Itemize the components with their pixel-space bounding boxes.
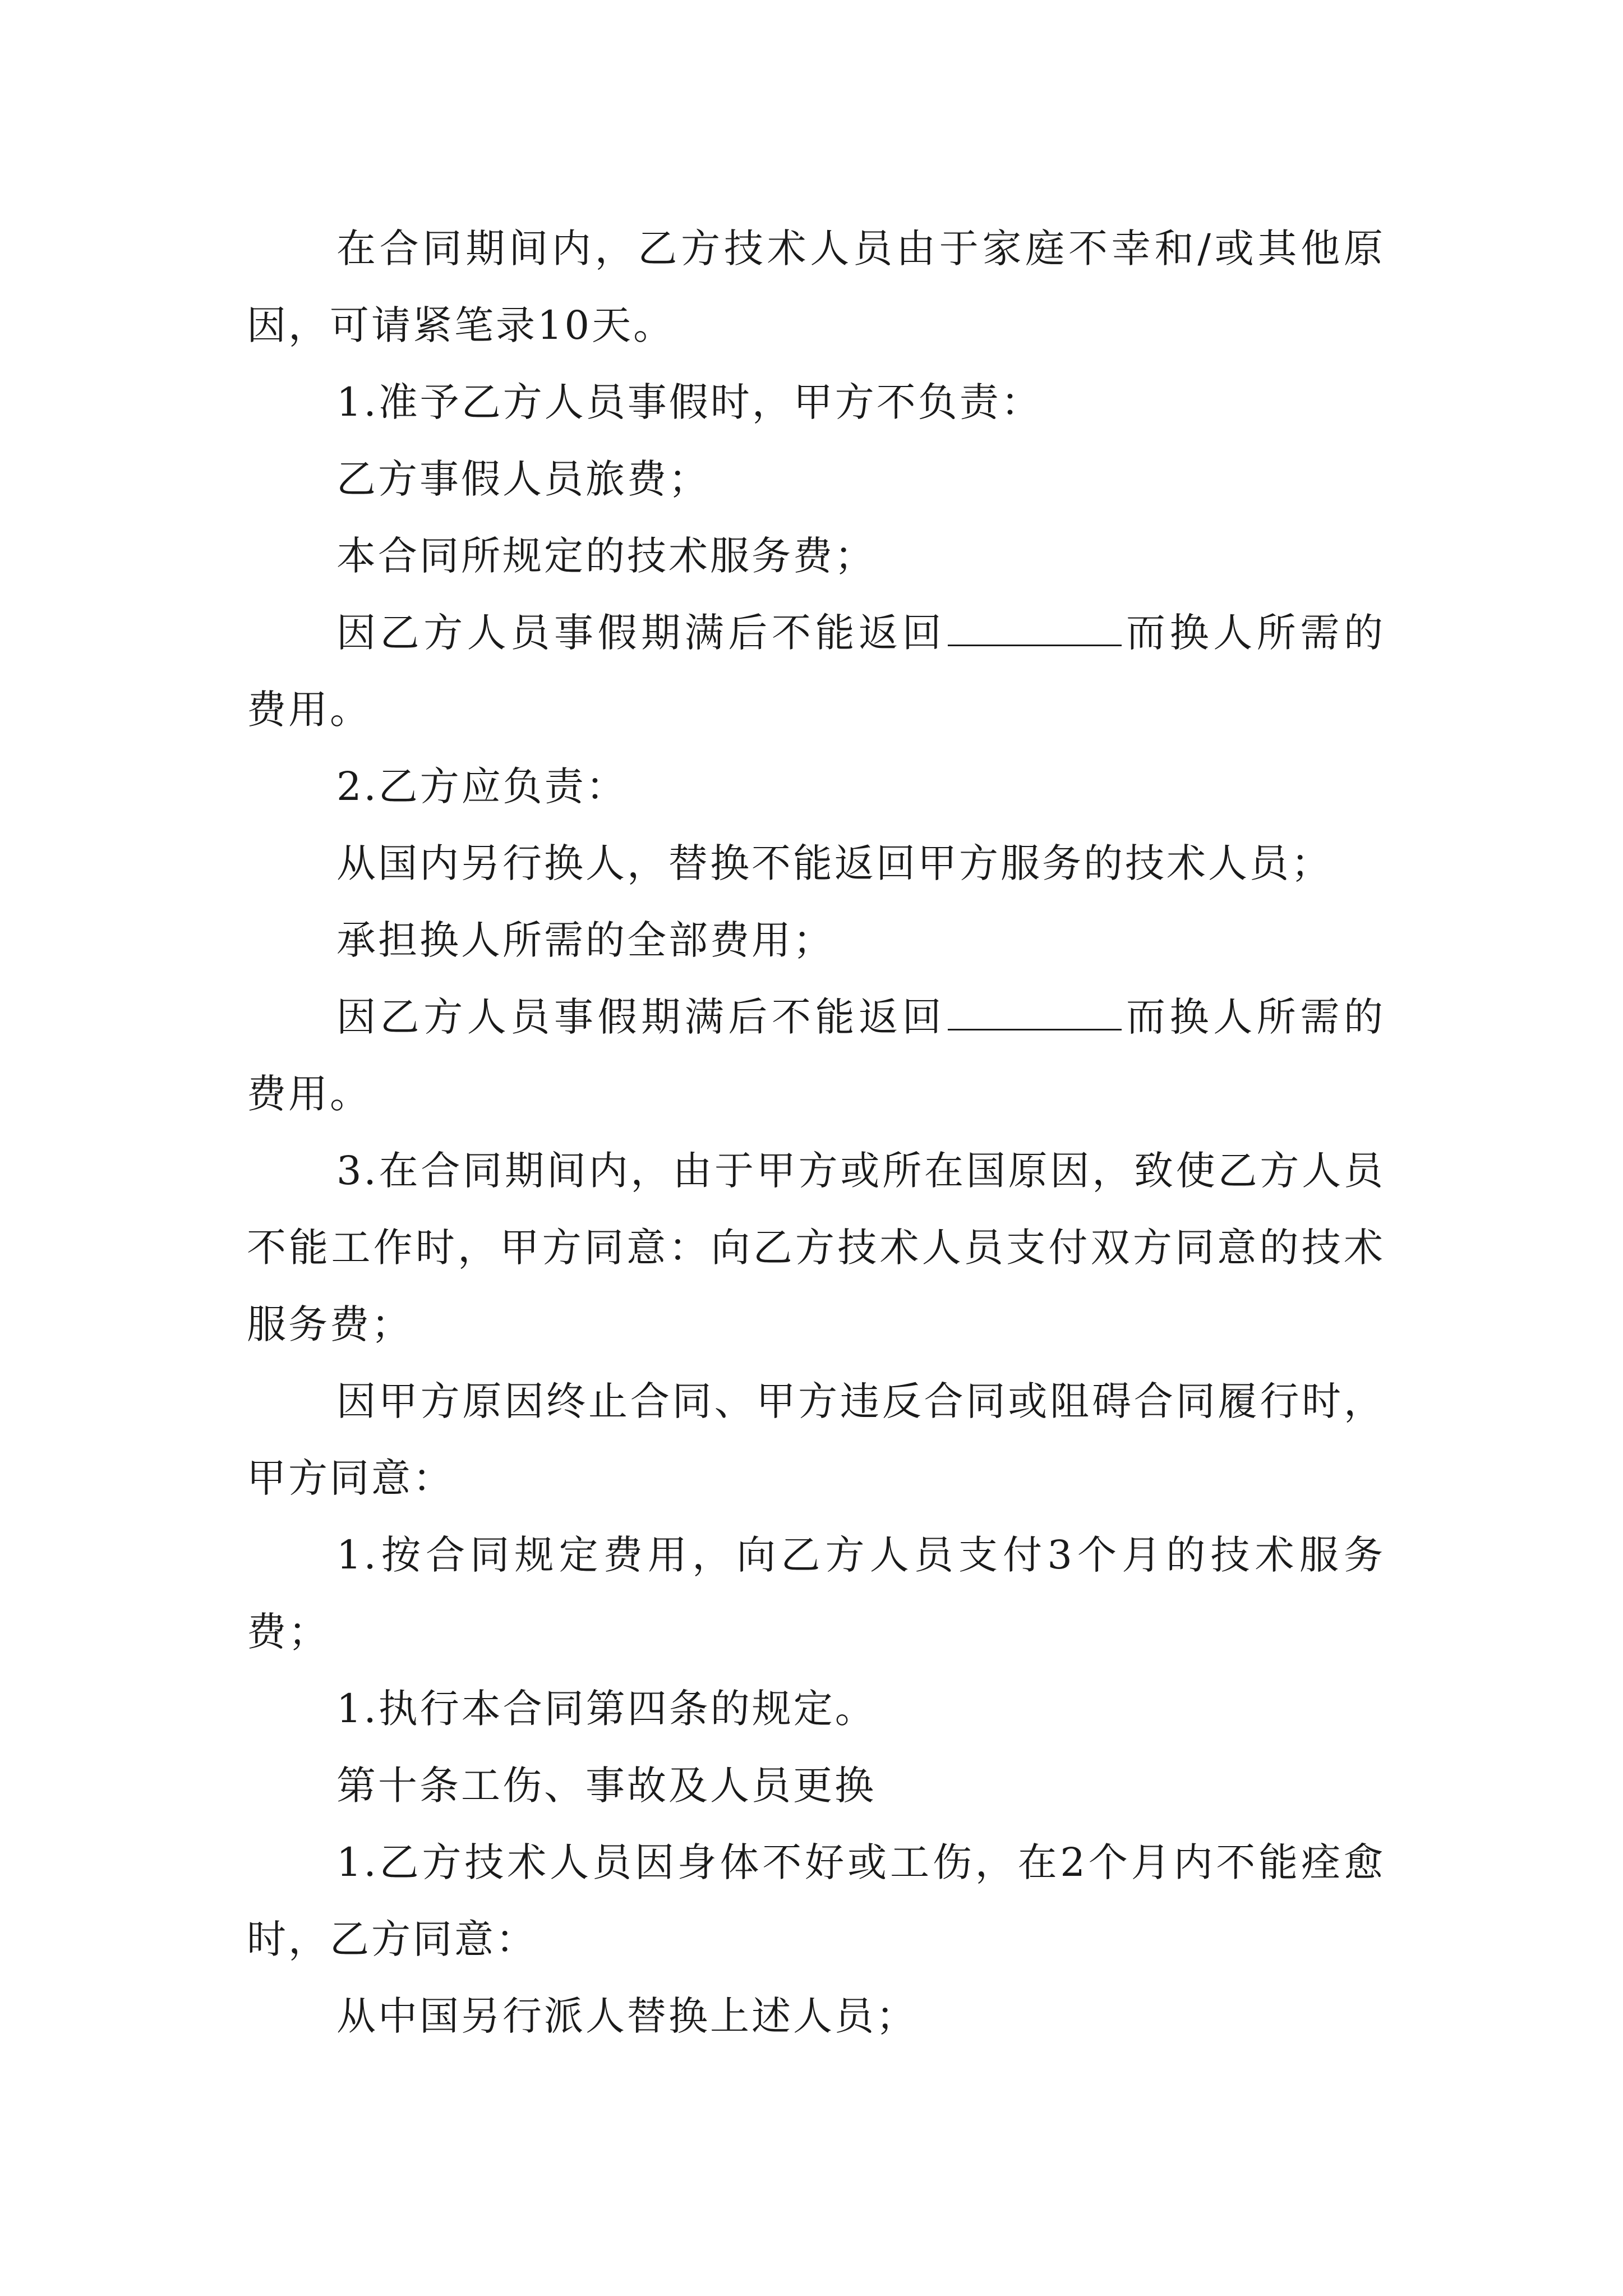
- paragraph-leave: 在合同期间内，乙方技术人员由于家庭不幸和/或其他原因，可请紧笔录10天。: [247, 226, 1385, 348]
- paragraph-injury: 1.乙方技术人员因身体不好或工伤，在2个月内不能痊愈时，乙方同意：: [247, 1839, 1385, 1962]
- paragraph-text-after-blank: 而换人所需的费用。: [247, 994, 1386, 1117]
- paragraph-send-replacement: 从中国另行派人替换上述人员；: [336, 1993, 917, 2039]
- paragraph-service-fee: 本合同所规定的技术服务费；: [336, 533, 876, 579]
- paragraph-travel-expense: 乙方事假人员旅费；: [336, 456, 710, 502]
- paragraph-text-before-blank: 因乙方人员事假期满后不能返回: [336, 994, 946, 1040]
- fill-in-blank: [948, 995, 1122, 1030]
- paragraph-text-after-blank: 而换人所需的费用。: [247, 610, 1386, 733]
- paragraph-bear-costs: 承担换人所需的全部费用；: [336, 917, 834, 963]
- paragraph-termination: 因甲方原因终止合同、甲方违反合同或阻碍合同履行时，甲方同意：: [247, 1378, 1385, 1501]
- paragraph-article-four: 1.执行本合同第四条的规定。: [336, 1686, 877, 1732]
- paragraph-replace-personnel: 从国内另行换人，替换不能返回甲方服务的技术人员；: [336, 840, 1332, 886]
- paragraph-item-2-responsibility: 2.乙方应负责：: [336, 763, 628, 809]
- paragraph-item-3-unable-to-work: 3.在合同期间内，由于甲方或所在国原因，致使乙方人员不能工作时，甲方同意：向乙方技术人员支付双方同意的技术服务费；: [247, 1148, 1385, 1347]
- paragraph-replacement-cost-a: [247, 595, 1385, 748]
- paragraph-item-1-leave-granted: 1.准予乙方人员事假时，甲方不负责：: [336, 379, 1043, 425]
- section-heading-article-ten: 第十条工伤、事故及人员更换: [336, 1763, 876, 1809]
- paragraph-pay-three-months: 1.按合同规定费用，向乙方人员支付3个月的技术服务费；: [247, 1532, 1385, 1655]
- paragraph-replacement-cost-b: [247, 979, 1385, 1133]
- document-body: [247, 210, 1385, 2055]
- fill-in-blank: [948, 611, 1122, 646]
- paragraph-text-before-blank: 因乙方人员事假期满后不能返回: [336, 610, 946, 656]
